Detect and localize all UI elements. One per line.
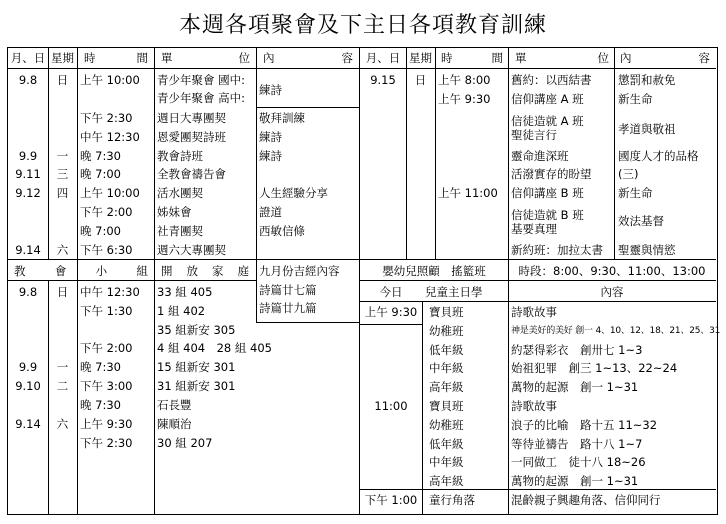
unit-cell: 姊妹會 — [157, 205, 192, 219]
time-cell: 晚 7:30 — [80, 149, 121, 163]
header-content-right: 內 容 — [620, 51, 710, 65]
date-cell: 9.9 — [18, 360, 38, 374]
time-cell: 下午 2:30 — [80, 436, 133, 450]
unit-cell: 活水團契 — [157, 186, 203, 200]
lesson-cell: 萬物的起源 創一 1~31 — [511, 474, 639, 488]
date-cell: 9.9 — [18, 149, 38, 163]
class-cell: 高年級 — [429, 474, 464, 488]
unit-cell: 週日大專團契 — [157, 111, 226, 125]
session-times: 時段：8:00、9:30、11:00、13:00 — [518, 264, 706, 278]
time-cell: 上午 9:30 — [364, 305, 418, 319]
header-weekday-right: 星期 — [409, 51, 432, 65]
unit-cell: 靈命進深班 — [511, 149, 569, 163]
time-cell: 下午 1:30 — [80, 304, 133, 318]
weekday-cell: 日 — [56, 73, 69, 87]
class-cell: 寶貝班 — [429, 399, 464, 413]
content-cell: 證道 — [259, 205, 282, 219]
psalm-box-title: 九月份吉經內容 — [259, 264, 340, 278]
class-cell: 寶貝班 — [429, 305, 464, 319]
unit-cell: 信徒造就 A 班 — [511, 114, 584, 128]
lesson-cell: 一同做工 徒十八 18~26 — [511, 455, 646, 469]
sunday-school-content-header: 內容 — [600, 285, 624, 299]
unit-cell: 信仰講座 A 班 — [511, 92, 584, 106]
content-cell: 新生命 — [618, 92, 653, 106]
header-weekday: 星期 — [51, 51, 74, 65]
header-content: 內 容 — [263, 51, 353, 65]
time-cell: 上午 11:00 — [438, 186, 498, 200]
lesson-cell: 混齡親子興趣角落、信仰同行 — [511, 493, 661, 507]
unit-cell: 週六大專團契 — [157, 243, 226, 257]
time-cell: 上午 10:00 — [80, 73, 140, 87]
home-cell: 15 組新安 301 — [157, 360, 236, 374]
time-cell: 晚 7:30 — [80, 360, 121, 374]
unit-cell: 青少年聚會 高中: — [157, 91, 246, 105]
nursery-label: 嬰幼兒照顧 搖籃班 — [382, 264, 486, 278]
content-cell: 國度人才的品格 — [618, 149, 699, 163]
content-cell: 敬拜訓練 — [259, 111, 305, 125]
weekday-cell: 六 — [56, 417, 69, 431]
date-cell: 9.8 — [18, 73, 38, 87]
lesson-cell: 等待並禱告 路十八 1~7 — [511, 437, 643, 451]
content-cell: 人生經驗分享 — [259, 186, 328, 200]
home-cell: 4 組 404 28 組 405 — [157, 341, 272, 355]
home-cell: 1 組 402 — [157, 304, 206, 318]
time-cell: 11:00 — [374, 399, 408, 413]
time-cell: 晚 7:00 — [80, 224, 121, 238]
content-cell: 西敏信條 — [259, 224, 305, 238]
home-cell: 30 組 207 — [157, 436, 213, 450]
content-cell: 練詩 — [259, 130, 282, 144]
class-cell: 幼稚班 — [429, 418, 464, 432]
date-cell: 9.10 — [15, 379, 41, 393]
content-cell: 孝道與敬祖 — [618, 122, 676, 136]
header-month-day: 月、日 — [10, 51, 46, 65]
header-unit: 單 位 — [161, 51, 250, 65]
unit-cell: 社青團契 — [157, 224, 203, 238]
time-cell: 下午 3:00 — [80, 379, 133, 393]
time-cell: 中午 12:30 — [80, 285, 140, 299]
open-home-header: 開 放 家 庭 — [161, 264, 249, 278]
lesson-cell: 詩歌故事 — [511, 305, 557, 319]
lesson-cell: 萬物的起源 創一 1~31 — [511, 380, 639, 394]
sunday-school-label: 兒童主日學 — [425, 285, 483, 299]
weekday-cell: 六 — [56, 243, 69, 257]
date-cell: 9.15 — [370, 73, 396, 87]
content-cell: 效法基督 — [618, 214, 664, 228]
schedule-table — [7, 47, 721, 515]
class-cell: 中年級 — [429, 455, 464, 469]
group-header: 教 會 小 組 — [14, 264, 148, 278]
class-cell: 幼稚班 — [429, 324, 464, 338]
home-cell: 石長豐 — [157, 398, 192, 412]
header-time: 時 間 — [84, 51, 148, 65]
weekday-cell: 日 — [414, 73, 427, 87]
content-cell: 新生命 — [618, 186, 653, 200]
date-cell: 9.14 — [15, 243, 41, 257]
unit-cell: 青少年聚會 國中: — [157, 73, 246, 87]
home-cell: 31 組新安 301 — [157, 379, 236, 393]
home-cell: 33 組 405 — [157, 285, 213, 299]
header-month-day-right: 月、日 — [365, 51, 401, 65]
content-cell: 練詩 — [259, 83, 282, 97]
time-cell: 晚 7:30 — [80, 398, 121, 412]
unit-cell: 基要真理 — [511, 222, 557, 236]
unit-cell: 聖徒言行 — [511, 128, 557, 142]
header-time-right: 時 間 — [441, 51, 503, 65]
unit-cell: 信仰講座 B 班 — [511, 186, 584, 200]
unit-cell: 全教會禱告會 — [157, 167, 226, 181]
time-cell: 下午 6:30 — [80, 243, 133, 257]
class-cell: 中年級 — [429, 361, 464, 375]
time-cell: 晚 7:00 — [80, 167, 121, 181]
unit-cell: 信徒造就 B 班 — [511, 208, 584, 222]
content-cell: 聖靈與情慾 — [618, 243, 676, 257]
today-label: 今日 — [379, 285, 403, 299]
weekday-cell: 四 — [56, 186, 69, 200]
weekday-cell: 一 — [56, 360, 69, 374]
time-cell: 中午 12:30 — [80, 130, 140, 144]
unit-cell: 活潑實存的盼望 — [511, 167, 592, 181]
class-cell: 低年級 — [429, 437, 464, 451]
time-cell: 下午 2:30 — [80, 111, 133, 125]
time-cell: 上午 9:30 — [80, 417, 133, 431]
time-cell: 下午 2:00 — [80, 341, 133, 355]
lesson-cell: 始祖犯罪 創三 1~13、22~24 — [511, 361, 678, 375]
psalm-box-line: 詩篇廿七篇 — [259, 283, 317, 297]
time-cell: 下午 2:00 — [80, 205, 133, 219]
date-cell: 9.14 — [15, 417, 41, 431]
home-cell: 陳順治 — [157, 417, 192, 431]
time-cell: 上午 9:30 — [438, 92, 491, 106]
lesson-cell: 詩歌故事 — [511, 399, 557, 413]
date-cell: 9.8 — [18, 285, 38, 299]
content-cell: 練詩 — [259, 149, 282, 163]
date-cell: 9.12 — [15, 186, 41, 200]
header-unit-right: 單 位 — [515, 51, 609, 65]
weekday-cell: 三 — [56, 167, 69, 181]
lesson-cell: 神是美好的美好 創一 4、10、12、18、21、25、31 — [511, 326, 721, 336]
class-cell: 童行角落 — [429, 493, 475, 507]
unit-cell: 恩愛團契詩班 — [157, 130, 226, 144]
weekday-cell: 二 — [56, 379, 69, 393]
class-cell: 高年級 — [429, 380, 464, 394]
class-cell: 低年級 — [429, 343, 464, 357]
content-cell: 懲罰和赦免 — [618, 73, 676, 87]
time-cell: 下午 1:00 — [364, 493, 418, 507]
weekday-cell: 日 — [56, 285, 69, 299]
date-cell: 9.11 — [15, 167, 41, 181]
page-title: 本週各項聚會及下主日各項教育訓練 — [178, 13, 547, 38]
content-cell: (三) — [618, 167, 639, 181]
time-cell: 上午 8:00 — [438, 73, 491, 87]
home-cell: 35 組新安 305 — [157, 323, 236, 337]
time-cell: 上午 10:00 — [80, 186, 140, 200]
unit-cell: 舊約：以西結書 — [511, 73, 592, 87]
weekday-cell: 一 — [56, 149, 69, 163]
lesson-cell: 約瑟得彩衣 創卅七 1~3 — [511, 343, 643, 357]
unit-cell: 教會詩班 — [157, 149, 203, 163]
unit-cell: 新約班：加拉太書 — [511, 243, 603, 257]
lesson-cell: 浪子的比喻 路十五 11~32 — [511, 418, 658, 432]
psalm-box-line: 詩篇廿九篇 — [259, 301, 317, 315]
